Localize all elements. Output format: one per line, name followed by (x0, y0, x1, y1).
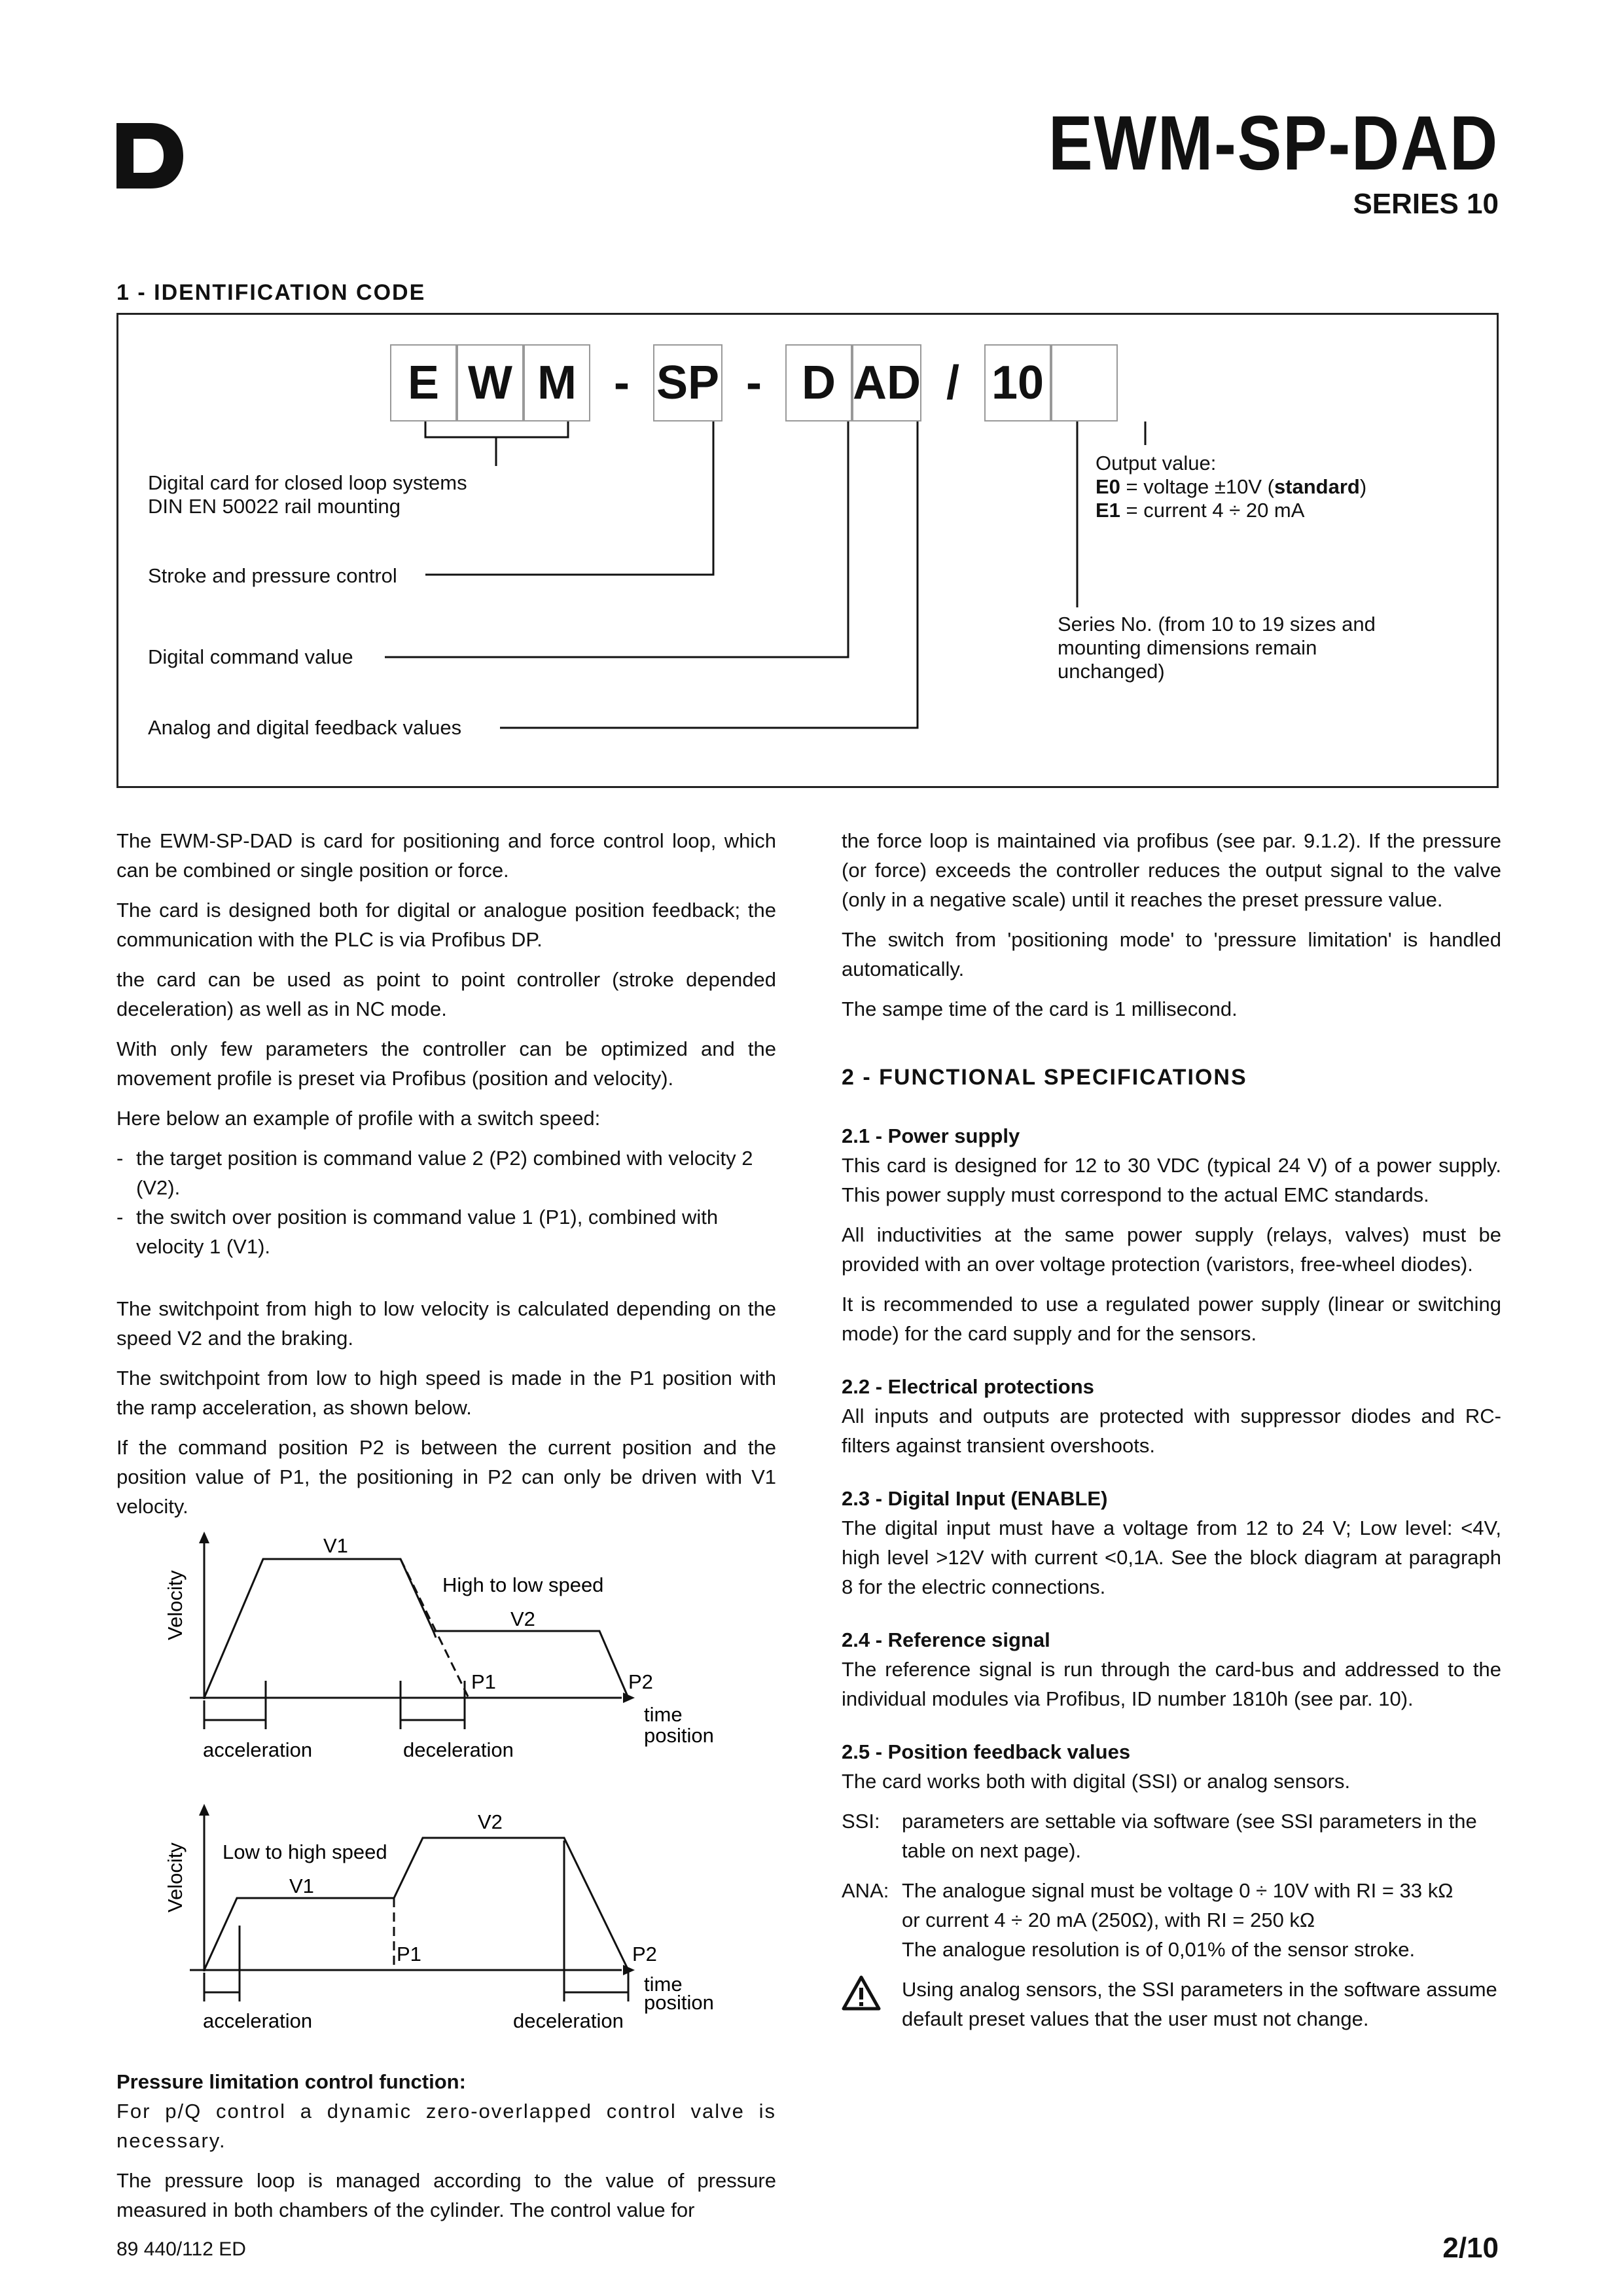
caption: Low to high speed (223, 1840, 387, 1863)
ana-item: ANA: The analogue signal must be voltage 0 ÷ 10V with RI = 33 kΩ or current 4 ÷ 20 mA (250Ω), with RI = 250 kΩ The analogue resolution is of 0,01% of the sensor stroke. (842, 1879, 1454, 1961)
subsection-title: 2.4 - Reference signal (842, 1628, 1050, 1651)
acceleration-label: acceleration (203, 1738, 313, 1761)
code-connector-lines (0, 0, 1623, 798)
paragraph: the card can be used as point to point controller (stroke depended deceleration) as well as in NC mode. (116, 968, 776, 1020)
paragraph: The pressure loop is managed according to the value of pressure measured in both chambers of the cylinder. The control value for (116, 2169, 776, 2221)
series-label: SERIES 10 (1353, 188, 1499, 220)
p2-label: P2 (628, 1670, 653, 1693)
v2-label: V2 (510, 1607, 535, 1630)
pressure-limitation-section (116, 2067, 776, 2235)
list-item: - the switch over position is command value 1 (P1), combined with velocity 1 (V1). (116, 1206, 719, 1258)
code-cell: W (457, 344, 524, 422)
paragraph: The card is designed both for digital or analogue position feedback; the communication with the PLC is via Profibus DP. (116, 899, 776, 951)
caption: High to low speed (442, 1573, 604, 1596)
label-digital-card: Digital card for closed loop systems (148, 471, 467, 494)
deceleration-label: deceleration (513, 2009, 624, 2032)
warning-icon (842, 1975, 881, 2011)
label-series-no-3: unchanged) (1058, 660, 1165, 683)
diagram-low-to-high-speed (164, 1801, 792, 2050)
section-2-title: 2 - FUNCTIONAL SPECIFICATIONS (842, 1065, 1247, 1090)
time-label: time (644, 1703, 683, 1726)
code-cell: SP (653, 344, 722, 422)
subsection-title: 2.5 - Position feedback values (842, 1740, 1131, 1763)
y-axis-label: Velocity (164, 1842, 187, 1912)
paragraph: The card works both with digital (SSI) or analog sensors. (842, 1770, 1351, 1793)
time-label: time (644, 1973, 683, 1996)
position-label: position (644, 1724, 714, 1747)
ssi-item: SSI: parameters are settable via software (see SSI parameters in the table on next page). (842, 1810, 1477, 1862)
paragraph: The reference signal is run through the card-bus and addressed to the individual modules via Profibus, ID number 1810h (see par. 10). (842, 1658, 1501, 1710)
paragraph: The switchpoint from high to low velocity is calculated depending on the speed V2 and the braking. (116, 1297, 776, 1350)
left-column (116, 826, 776, 1532)
code-cell: 10 (984, 344, 1051, 422)
p1-label: P1 (471, 1670, 496, 1693)
v1-label: V1 (323, 1534, 348, 1557)
code-cell: E (390, 344, 457, 422)
label-e0: E0 = voltage ±10V (standard) (1096, 475, 1367, 498)
document-code: 89 440/112 ED (116, 2238, 246, 2260)
paragraph: Here below an example of profile with a switch speed: (116, 1107, 601, 1130)
paragraph: The sampe time of the card is 1 millisecond. (842, 997, 1238, 1020)
label-series-no-2: mounting dimensions remain (1058, 636, 1317, 659)
list-item: - the target position is command value 2 (P2) combined with velocity 2 (V2). (116, 1147, 753, 1199)
v2-label: V2 (478, 1810, 503, 1833)
label-series-no-1: Series No. (from 10 to 19 sizes and (1058, 613, 1376, 636)
code-cell: M (524, 344, 590, 422)
label-output-value: Output value: (1096, 452, 1217, 475)
position-label: position (644, 1991, 714, 2014)
paragraph: All inputs and outputs are protected with suppressor diodes and RC-filters against transient overshoots. (842, 1405, 1501, 1457)
diagram-high-to-low-speed (164, 1529, 792, 1778)
label-digital-command: Digital command value (148, 645, 353, 668)
label-e1: E1 = current 4 ÷ 20 mA (1096, 499, 1305, 522)
deceleration-label: deceleration (403, 1738, 514, 1761)
paragraph: the force loop is maintained via profibus (see par. 9.1.2). If the pressure (or force) exceeds the controller reduces the output signal to the valve (only in a negative scale) until it reaches the preset pressure value. (842, 829, 1501, 911)
right-column (842, 826, 1501, 2034)
code-cell: D (785, 344, 852, 422)
code-cell: / (946, 357, 959, 409)
code-cell: - (746, 357, 762, 409)
page-number: 2/10 (1442, 2232, 1499, 2264)
document-title: EWM-SP-DAD (1048, 100, 1499, 187)
acceleration-label: acceleration (203, 2009, 313, 2032)
y-axis-label: Velocity (164, 1570, 187, 1640)
paragraph: The EWM-SP-DAD is card for positioning and force control loop, which can be combined or single position or force. (116, 829, 776, 882)
subsection-title: Pressure limitation control function: (116, 2070, 466, 2093)
p2-label: P2 (632, 1943, 657, 1965)
subsection-title: 2.3 - Digital Input (ENABLE) (842, 1487, 1108, 1510)
warning-note: Using analog sensors, the SSI parameters in the software assume default preset values that the user must not change. (842, 1975, 1501, 2034)
paragraph: The switchpoint from low to high speed is made in the P1 position with the ramp acceleration, as shown below. (116, 1367, 776, 1419)
paragraph: With only few parameters the controller can be optimized and the movement profile is preset via Profibus (position and velocity). (116, 1037, 776, 1090)
section-1-title: 1 - IDENTIFICATION CODE (116, 280, 426, 305)
paragraph: If the command position P2 is between the current position and the position value of P1, the positioning in P2 can only be driven with V1 velocity. (116, 1436, 776, 1518)
subsection-title: 2.2 - Electrical protections (842, 1375, 1094, 1398)
paragraph: The switch from 'positioning mode' to 'pressure limitation' is handled automatically. (842, 928, 1501, 980)
code-cell: AD (852, 344, 921, 422)
v1-label: V1 (289, 1874, 314, 1897)
paragraph: The digital input must have a voltage from 12 to 24 V; Low level: <4V, high level >12V with current <0,1A. See the block diagram at paragraph 8 for the electric connections. (842, 1516, 1501, 1598)
paragraph: For p/Q control a dynamic zero-overlapped control valve is necessary. (116, 2100, 776, 2152)
paragraph: This card is designed for 12 to 30 VDC (typical 24 V) of a power supply. This power supply must correspond to the actual EMC standards. (842, 1154, 1501, 1206)
code-cell: - (614, 357, 630, 409)
paragraph: It is recommended to use a regulated power supply (linear or switching mode) for the card supply and for the sensors. (842, 1293, 1501, 1345)
label-stroke-pressure: Stroke and pressure control (148, 564, 397, 587)
paragraph: All inductivities at the same power supply (relays, valves) must be provided with an over voltage protection (varistors, free-wheel diodes). (842, 1223, 1501, 1276)
label-feedback-values: Analog and digital feedback values (148, 716, 462, 739)
p1-label: P1 (397, 1943, 421, 1965)
subsection-title: 2.1 - Power supply (842, 1124, 1020, 1147)
label-din-rail: DIN EN 50022 rail mounting (148, 495, 401, 518)
